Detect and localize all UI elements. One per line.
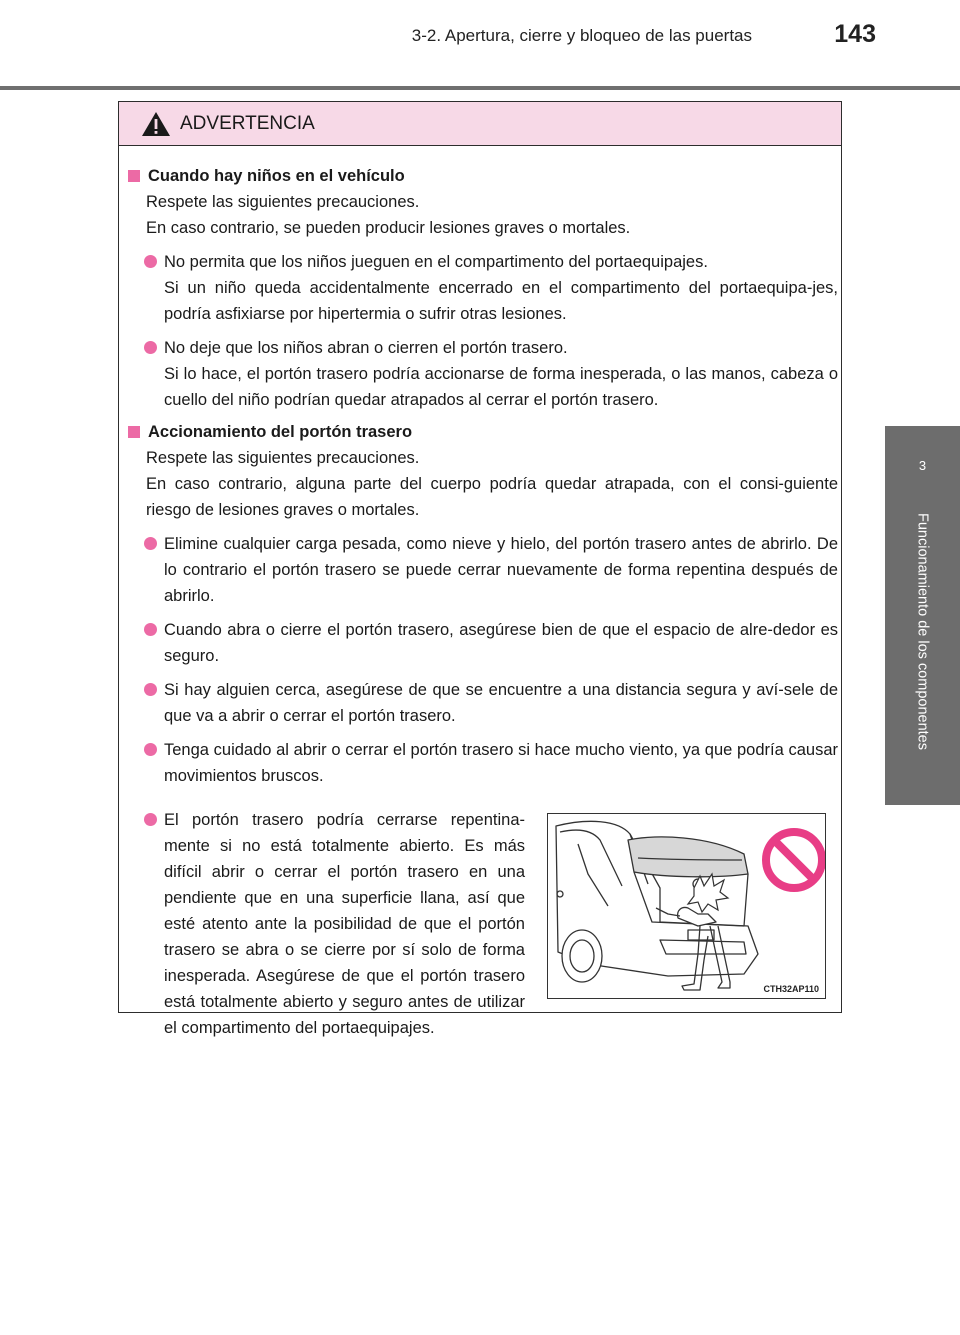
- prohibition-icon: [766, 832, 822, 888]
- warning-box: [118, 101, 842, 1037]
- car-tailgate-drawing: [548, 814, 825, 998]
- list-item: [164, 617, 838, 669]
- warning-header: [119, 102, 841, 146]
- round-bullet-icon: [144, 623, 157, 636]
- page-header-text: 3-2. Apertura, cierre y bloqueo de las puertas: [411, 26, 752, 45]
- bullet-text: No deje que los niños abran o cierren el portón trasero.: [164, 339, 568, 357]
- intro-line: Respete las siguientes precauciones.: [146, 193, 420, 211]
- bullet-text: Si un niño queda accidentalmente encerrado en el compartimento del portaequipa-jes, podría asfixiarse por hipertermia o sufrir otras lesiones.: [164, 279, 838, 323]
- warning-content: [126, 159, 838, 1041]
- list-item: [164, 737, 838, 789]
- round-bullet-icon: [144, 341, 157, 354]
- header-rule: [0, 86, 960, 90]
- side-chapter-title-text: Funcionamiento de los componentes: [914, 513, 931, 750]
- list-item: [164, 677, 838, 729]
- chapter-tab: 3: [885, 426, 960, 505]
- bullet-text: Elimine cualquier carga pesada, como nieve y hielo, del portón trasero antes de abrirlo. De lo contrario el portón trasero se puede cerrar nuevamente de forma repentina después de abrirlo.: [164, 535, 838, 605]
- section-title-tailgate: [126, 419, 838, 445]
- list-item: [164, 807, 525, 1041]
- bullet-text: Tenga cuidado al abrir o cerrar el portón trasero si hace mucho viento, ya que podría causar movimientos bruscos.: [164, 741, 838, 785]
- section-intro: [146, 189, 838, 241]
- square-bullet-icon: [128, 426, 140, 438]
- page-number: 143: [834, 20, 876, 48]
- round-bullet-icon: [144, 537, 157, 550]
- bullet-text: Si hay alguien cerca, asegúrese de que se encuentre a una distancia segura y aví-sele de que va a abrir o cerrar el portón trasero.: [164, 681, 838, 725]
- bullet-text: No permita que los niños jueguen en el compartimento del portaequipajes.: [164, 253, 708, 271]
- warning-triangle-icon: [141, 111, 171, 137]
- tailgate-illustration: [547, 813, 826, 999]
- round-bullet-icon: [144, 813, 157, 826]
- round-bullet-icon: [144, 683, 157, 696]
- round-bullet-icon: [144, 255, 157, 268]
- bullet-text: Si lo hace, el portón trasero podría accionarse de forma inesperada, o las manos, cabeza o cuello del niño podrían quedar atrapados al cerrar el portón trasero.: [164, 365, 838, 409]
- side-chapter-title: [885, 505, 960, 805]
- intro-line: En caso contrario, alguna parte del cuerpo podría quedar atrapada, con el consi-guiente riesgo de lesiones graves o mortales.: [146, 475, 838, 519]
- list-item: [164, 335, 838, 413]
- section-title-children: [126, 163, 838, 189]
- intro-line: En caso contrario, se pueden producir lesiones graves o mortales.: [146, 219, 631, 237]
- section-title-text: Accionamiento del portón trasero: [148, 423, 413, 441]
- section-intro: [146, 445, 838, 523]
- intro-line: Respete las siguientes precauciones.: [146, 449, 420, 467]
- illustration-code: CTH32AP110: [763, 984, 819, 994]
- square-bullet-icon: [128, 170, 140, 182]
- list-item: [164, 249, 838, 327]
- section-title-text: Cuando hay niños en el vehículo: [148, 167, 405, 185]
- round-bullet-icon: [144, 743, 157, 756]
- list-item: [164, 531, 838, 609]
- bullet-text: El portón trasero podría cerrarse repentina-mente si no está totalmente abierto. Es más difícil abrir o cerrar el portón trasero en una pendiente que en una superficie llana, así que esté atento ante la posibilidad de que el portón trasero se abra o se cierre por sí solo de forma inesperada. Asegúrese de que el portón trasero está totalmente abierto y seguro antes de utilizar el compartimento del portaequipajes.: [164, 811, 525, 1037]
- warning-title: ADVERTENCIA: [180, 112, 315, 134]
- bullet-text: Cuando abra o cierre el portón trasero, asegúrese bien de que el espacio de alre-dedor es seguro.: [164, 621, 838, 665]
